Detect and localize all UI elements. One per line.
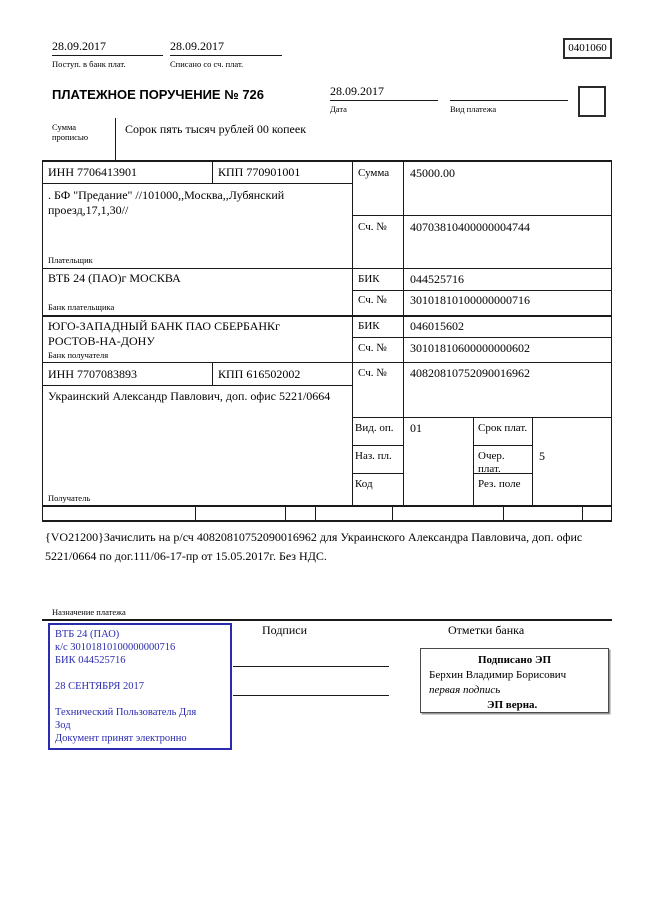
- amount-words-label: [52, 122, 88, 142]
- grid-line: [315, 507, 316, 520]
- written-off-date-field: [170, 39, 282, 69]
- beneficiary-account-label: Сч. №: [358, 367, 387, 379]
- grid-line: [42, 160, 43, 522]
- grid-line: [352, 445, 403, 446]
- beneficiary-bank-bik-label: БИК: [358, 320, 380, 332]
- bank-marks-header: Отметки банка: [448, 623, 525, 637]
- written-off-date-label: Списано со сч. плат.: [170, 59, 244, 69]
- vid-op-label: Вид. оп.: [355, 422, 394, 434]
- payer-inn: ИНН 7706413901: [48, 165, 137, 179]
- grid-line: [42, 520, 612, 522]
- stamp-date: 28 СЕНТЯБРЯ 2017: [55, 681, 144, 692]
- rez-pole-label: Рез. поле: [478, 478, 521, 490]
- beneficiary-bank-name: [48, 319, 348, 349]
- grid-line: [42, 160, 612, 162]
- payer-name-line1: . БФ "Предание" //101000,,Москва,,Лубянский: [48, 188, 285, 202]
- grid-line: [42, 268, 612, 269]
- bank-stamp: [48, 623, 232, 750]
- amount-words-label-line1: Сумма: [52, 122, 77, 132]
- grid-line: [42, 505, 612, 507]
- purpose-label: Назначение платежа: [52, 607, 126, 617]
- grid-line: [195, 507, 196, 520]
- payment-kind-field: [450, 84, 568, 114]
- payer-account-label: Сч. №: [358, 221, 387, 233]
- beneficiary-bank-account-label: Сч. №: [358, 342, 387, 354]
- requisites-table: [42, 160, 612, 522]
- grid-line: [473, 445, 532, 446]
- naz-pl-label: Наз. пл.: [355, 450, 392, 462]
- grid-line: [403, 160, 404, 505]
- stamp-bik: БИК 044525716: [55, 655, 126, 666]
- grid-line: [285, 507, 286, 520]
- amount-words-divider: [115, 118, 116, 160]
- payment-kind-value: [450, 84, 568, 101]
- grid-line: [352, 337, 612, 338]
- beneficiary-kpp: КПП 616502002: [218, 367, 301, 381]
- signatures-header: Подписи: [262, 623, 308, 637]
- stamp-accepted: Документ принят электронно: [55, 733, 187, 744]
- received-date-value: 28.09.2017: [52, 39, 163, 56]
- ocher-plat-value: 5: [539, 449, 545, 463]
- signed-subtitle: первая подпись: [429, 684, 501, 696]
- amount-label: Сумма: [358, 167, 390, 179]
- payer-bank-name: ВТБ 24 (ПАО)г МОСКВА: [48, 271, 181, 285]
- payer-bank-bik-label: БИК: [358, 273, 380, 285]
- grid-line: [582, 507, 583, 520]
- payer-account: 40703810400000004744: [410, 220, 530, 234]
- signature-line-2: [233, 695, 389, 696]
- payer-bank-label: Банк плательщика: [48, 302, 115, 312]
- purpose-bottom-border: [42, 619, 612, 621]
- beneficiary-label: Получатель: [48, 493, 91, 503]
- received-date-label: Поступ. в банк плат.: [52, 59, 126, 69]
- stamp-bank-name: ВТБ 24 (ПАО): [55, 629, 120, 640]
- vid-op-value: 01: [410, 421, 422, 435]
- grid-line: [352, 417, 612, 418]
- grid-line: [611, 160, 612, 522]
- date-value: 28.09.2017: [330, 84, 438, 101]
- payer-bank-account-label: Сч. №: [358, 294, 387, 306]
- amount-words-label-line2: прописью: [52, 132, 89, 142]
- beneficiary-bank-bik: 046015602: [410, 319, 464, 333]
- beneficiary-bank-name-line1: ЮГО-ЗАПАДНЫЙ БАНК ПАО СБЕРБАНКг: [48, 319, 280, 333]
- stamp-user-line2: Зод: [55, 720, 71, 731]
- stamp-spacer: [55, 693, 225, 706]
- stamp-spacer: [55, 667, 225, 680]
- grid-line: [42, 362, 612, 363]
- written-off-date-value: 28.09.2017: [170, 39, 282, 56]
- grid-line: [42, 183, 352, 184]
- ocher-plat-label: Очер. плат.: [478, 450, 505, 475]
- srok-plat-label: Срок плат.: [478, 422, 528, 434]
- payer-name-line2: проезд,17,1,30//: [48, 203, 129, 217]
- signed-verified: ЭП верна.: [487, 699, 538, 711]
- date-field: [330, 84, 438, 114]
- amount-value: 45000.00: [410, 166, 455, 180]
- signed-name: Берхин Владимир Борисович: [429, 669, 567, 681]
- form-code-box: 0401060: [563, 38, 612, 59]
- grid-line: [352, 290, 612, 291]
- payer-label: Плательщик: [48, 255, 93, 265]
- grid-line: [503, 507, 504, 520]
- beneficiary-inn: ИНН 7707083893: [48, 367, 137, 381]
- grid-line: [212, 160, 213, 183]
- grid-line: [42, 315, 612, 317]
- payment-kind-checkbox: [578, 86, 606, 117]
- stamp-user-line1: Технический Пользователь Для: [55, 707, 197, 718]
- electronic-signature-box: [420, 648, 609, 713]
- date-label: Дата: [330, 104, 347, 114]
- beneficiary-name: Украинский Александр Павлович, доп. офис 5221/0664: [48, 389, 331, 403]
- payment-kind-label: Вид платежа: [450, 104, 497, 114]
- purpose-text: {VO21200}Зачислить на р/сч 40820810752090016962 для Украинского Александра Павловича, доп. офис 5221/0664 по дог.111/06-17-пр от 15.05.2017г. Без НДС.: [45, 530, 583, 563]
- kod-label: Код: [355, 478, 373, 490]
- payer-bank-bik: 044525716: [410, 272, 464, 286]
- received-date-field: [52, 39, 163, 69]
- payer-name: [48, 188, 348, 218]
- grid-line: [392, 507, 393, 520]
- grid-line: [473, 417, 474, 505]
- beneficiary-bank-label: Банк получателя: [48, 350, 109, 360]
- beneficiary-bank-account: 30101810600000000602: [410, 341, 530, 355]
- grid-line: [352, 215, 612, 216]
- grid-line: [42, 385, 352, 386]
- stamp-corr-account: к/с 30101810100000000716: [55, 642, 176, 653]
- document-title: ПЛАТЕЖНОЕ ПОРУЧЕНИЕ № 726: [52, 87, 265, 102]
- payer-bank-account: 30101810100000000716: [410, 293, 530, 307]
- amount-words-value: Сорок пять тысяч рублей 00 копеек: [125, 122, 307, 136]
- signed-title: Подписано ЭП: [477, 654, 552, 666]
- grid-line: [352, 160, 353, 505]
- beneficiary-account: 40820810752090016962: [410, 366, 530, 380]
- grid-line: [532, 417, 533, 505]
- payer-kpp: КПП 770901001: [218, 165, 301, 179]
- beneficiary-bank-name-line2: РОСТОВ-НА-ДОНУ: [48, 334, 155, 348]
- grid-line: [212, 362, 213, 385]
- signature-line-1: [233, 666, 389, 667]
- grid-line: [352, 473, 403, 474]
